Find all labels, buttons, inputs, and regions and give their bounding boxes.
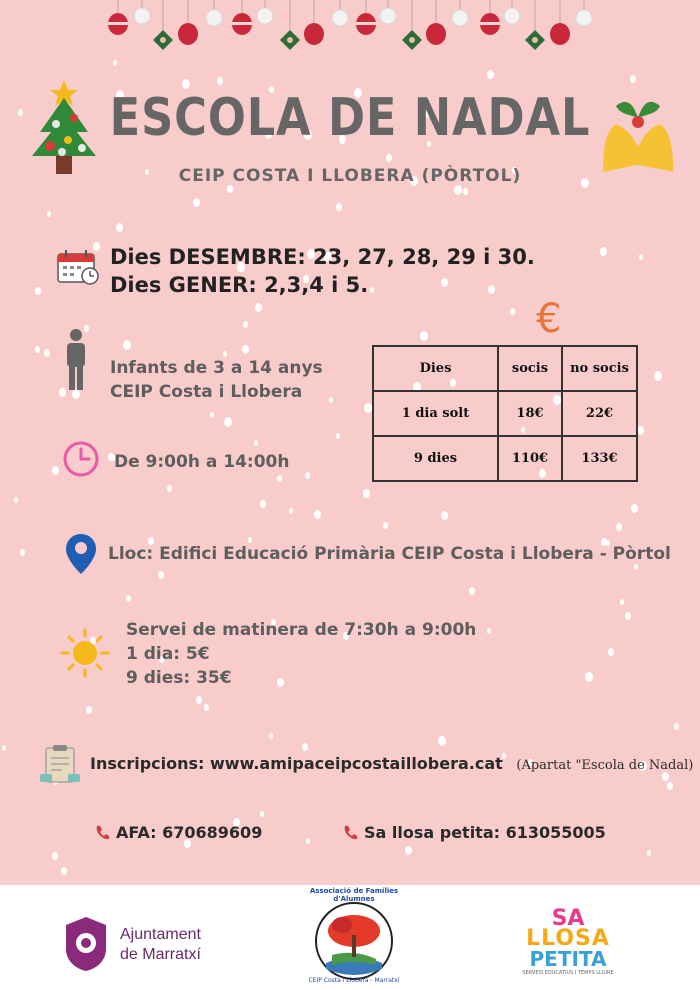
registration-link[interactable]: Inscripcions: www.amipaceipcostaillobera.cat bbox=[90, 754, 503, 773]
snowflake bbox=[441, 511, 448, 520]
snowflake bbox=[243, 321, 248, 328]
registration-block bbox=[90, 754, 693, 773]
ajuntament-logo bbox=[62, 915, 110, 973]
snowflake bbox=[269, 733, 273, 739]
ages-line-1: Infants de 3 a 14 anys bbox=[110, 358, 323, 378]
snowflake bbox=[305, 472, 310, 479]
snowflake bbox=[667, 782, 673, 790]
snowflake bbox=[314, 510, 321, 519]
snowflake bbox=[204, 704, 209, 711]
afa-logo bbox=[302, 889, 406, 989]
llosa-logo-row-2: LLOSA bbox=[526, 926, 610, 951]
table-row bbox=[373, 391, 637, 436]
llosa-logo-row-1: SA bbox=[551, 906, 585, 931]
table-cell: 1 dia solt bbox=[373, 391, 498, 436]
snowflake bbox=[210, 412, 214, 418]
early-service-line-3: 9 dies: 35€ bbox=[126, 668, 232, 688]
snowflake bbox=[639, 254, 643, 260]
ages-block bbox=[110, 356, 323, 404]
ages-line-2: CEIP Costa i Llobera bbox=[110, 382, 303, 402]
snowflake bbox=[625, 612, 631, 620]
header-cell: socis bbox=[498, 346, 562, 391]
table-cell: 133€ bbox=[562, 436, 637, 481]
snowflake bbox=[14, 497, 18, 503]
snowflake bbox=[158, 571, 164, 579]
table-cell: 9 dies bbox=[373, 436, 498, 481]
header-cell: Dies bbox=[373, 346, 498, 391]
snowflake bbox=[52, 466, 59, 475]
snowflake bbox=[510, 308, 515, 315]
snowflake bbox=[454, 185, 462, 195]
euro-icon: € bbox=[536, 296, 562, 342]
snowflake bbox=[196, 696, 202, 704]
snowflake bbox=[254, 440, 258, 446]
phone-icon bbox=[94, 825, 110, 841]
registration-note: (Apartat "Escola de Nadal) bbox=[516, 758, 694, 773]
llosa-tagline: SERVEIS EDUCATIUS I TEMPS LLIURE bbox=[522, 970, 614, 976]
snowflake bbox=[123, 340, 131, 350]
ajuntament-line-1: Ajuntament bbox=[120, 926, 201, 943]
snowflake bbox=[167, 485, 172, 492]
ajuntament-text bbox=[120, 925, 201, 965]
snowflake bbox=[600, 247, 607, 256]
snowflake bbox=[616, 523, 622, 531]
snowflake bbox=[52, 852, 58, 860]
snowflake bbox=[405, 846, 412, 855]
afa-logo-bottom-text: CEIP Costa i Llobera - Marratxí bbox=[308, 977, 400, 984]
llosa-logo-row-3: PETITA bbox=[529, 947, 607, 971]
table-row bbox=[373, 436, 637, 481]
dates-december: Dies DESEMBRE: 23, 27, 28, 29 i 30. bbox=[110, 245, 535, 269]
snowflake bbox=[289, 508, 293, 514]
snowflake bbox=[86, 706, 92, 714]
snowflake bbox=[487, 70, 494, 79]
early-service-line-1: Servei de matinera de 7:30h a 9:00h bbox=[126, 620, 477, 640]
page-title: ESCOLA DE NADAL bbox=[109, 88, 591, 148]
header-cell: no socis bbox=[562, 346, 637, 391]
snowflake bbox=[44, 349, 50, 357]
snowflake bbox=[35, 346, 40, 353]
snowflake bbox=[242, 345, 249, 354]
snowflake bbox=[277, 475, 282, 482]
snowflake bbox=[47, 211, 51, 217]
snowflake bbox=[260, 500, 266, 508]
snowflake bbox=[61, 867, 67, 875]
snowflake bbox=[438, 736, 446, 746]
snowflake bbox=[302, 743, 308, 751]
footer bbox=[0, 885, 700, 990]
snowflake bbox=[336, 433, 340, 439]
contact-afa[interactable]: AFA: 670689609 bbox=[116, 823, 263, 842]
afa-logo-top-text: Associació de Famílies d'Alumnes bbox=[309, 887, 399, 903]
snowflake bbox=[630, 75, 636, 83]
table-cell: 22€ bbox=[562, 391, 637, 436]
snowflake bbox=[631, 504, 638, 513]
snowflake bbox=[420, 331, 428, 341]
snowflake bbox=[662, 772, 669, 781]
sa-llosa-logo bbox=[512, 906, 624, 977]
phone-icon bbox=[342, 825, 358, 841]
snowflake bbox=[620, 599, 624, 605]
snowflake bbox=[116, 223, 123, 232]
snowflake bbox=[386, 154, 392, 162]
early-service-line-2: 1 dia: 5€ bbox=[126, 644, 210, 664]
contact-sa-llosa[interactable]: Sa llosa petita: 613055005 bbox=[364, 823, 606, 842]
snowflake bbox=[363, 489, 370, 498]
snowflake bbox=[306, 838, 310, 844]
snowflake bbox=[336, 203, 342, 211]
early-service-block bbox=[126, 618, 476, 690]
snowflake bbox=[255, 303, 262, 312]
snowflake bbox=[585, 672, 593, 682]
snowflake bbox=[637, 426, 644, 435]
location-text: Lloc: Edifici Educació Primària CEIP Costa i Llobera - Pòrtol bbox=[108, 544, 671, 564]
snowflake bbox=[193, 198, 200, 207]
table-cell: 18€ bbox=[498, 391, 562, 436]
person-icon bbox=[62, 328, 90, 392]
clipboard-icon bbox=[40, 744, 80, 786]
snowflake bbox=[227, 185, 233, 193]
snowflake bbox=[20, 549, 25, 556]
price-table bbox=[372, 345, 638, 482]
ajuntament-line-2: de Marratxí bbox=[120, 946, 201, 963]
snowflake bbox=[224, 417, 232, 427]
sun-icon bbox=[60, 628, 110, 678]
location-pin-icon bbox=[64, 532, 98, 576]
snowflake bbox=[647, 850, 651, 856]
snowflake bbox=[329, 397, 333, 403]
snowflake bbox=[654, 371, 662, 381]
snowflake bbox=[364, 403, 372, 413]
snowflake bbox=[217, 77, 223, 85]
schedule-text: De 9:00h a 14:00h bbox=[114, 452, 290, 472]
dates-block bbox=[110, 243, 535, 299]
snowflake bbox=[608, 648, 614, 656]
clock-icon bbox=[62, 440, 100, 478]
page-subtitle: CEIP COSTA I LLOBERA (PÒRTOL) bbox=[178, 166, 522, 186]
snowflake bbox=[35, 287, 41, 295]
calendar-icon bbox=[56, 248, 102, 286]
snowflake bbox=[2, 745, 6, 751]
snowflake bbox=[487, 628, 491, 634]
snowflake bbox=[674, 723, 679, 730]
snowflake bbox=[126, 595, 131, 602]
snowflake bbox=[260, 811, 264, 817]
snowflake bbox=[463, 188, 468, 195]
snowflake bbox=[383, 522, 388, 529]
price-table-header bbox=[373, 346, 637, 391]
ornaments-garland bbox=[100, 0, 610, 62]
snowflake bbox=[469, 587, 475, 595]
table-cell: 110€ bbox=[498, 436, 562, 481]
dates-january: Dies GENER: 2,3,4 i 5. bbox=[110, 273, 369, 297]
